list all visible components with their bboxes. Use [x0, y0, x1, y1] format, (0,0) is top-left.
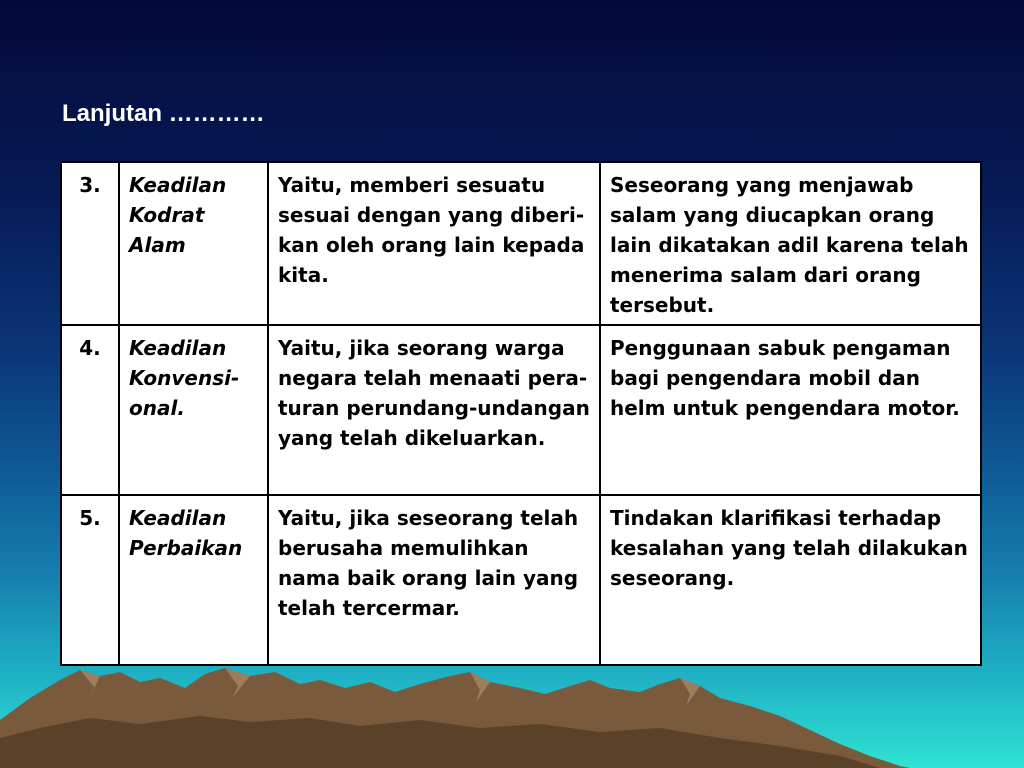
example-cell: Seseorang yang menjawab salam yang diucapkan orang lain dikatakan adil karena telah menerima salam dari orang tersebut.: [600, 162, 981, 325]
table-row: [61, 495, 981, 665]
definition-cell: Yaitu, jika seseorang telah berusaha memulihkan nama baik orang lain yang telah tercermar.: [268, 495, 600, 665]
justice-term: [119, 495, 268, 665]
term-line: onal.: [129, 396, 185, 420]
term-line: Perbaikan: [129, 536, 243, 560]
definition-cell: Yaitu, memberi sesuatu sesuai dengan yang diberi-kan oleh orang lain kepada kita.: [268, 162, 600, 325]
term-line: Konvensi-: [129, 366, 240, 390]
content-table: [60, 161, 982, 666]
table-row: [61, 162, 981, 325]
row-number: 3.: [61, 162, 119, 325]
row-number: 4.: [61, 325, 119, 495]
term-line: Kodrat: [129, 203, 205, 227]
definition-cell: Yaitu, jika seorang warga negara telah menaati pera-turan perundang-undangan yang telah dikeluarkan.: [268, 325, 600, 495]
term-line: Keadilan: [129, 336, 227, 360]
example-cell: Tindakan klarifikasi terhadap kesalahan yang telah dilakukan seseorang.: [600, 495, 981, 665]
table-row: [61, 325, 981, 495]
row-number: 5.: [61, 495, 119, 665]
term-line: Alam: [129, 233, 186, 257]
example-cell: Penggunaan sabuk pengaman bagi pengendara mobil dan helm untuk pengendara motor.: [600, 325, 981, 495]
justice-term: [119, 162, 268, 325]
mountain-range-decoration: [0, 658, 1024, 768]
term-line: Keadilan: [129, 173, 227, 197]
slide-title: Lanjutan …………: [62, 100, 265, 127]
term-line: Keadilan: [129, 506, 227, 530]
justice-term: [119, 325, 268, 495]
